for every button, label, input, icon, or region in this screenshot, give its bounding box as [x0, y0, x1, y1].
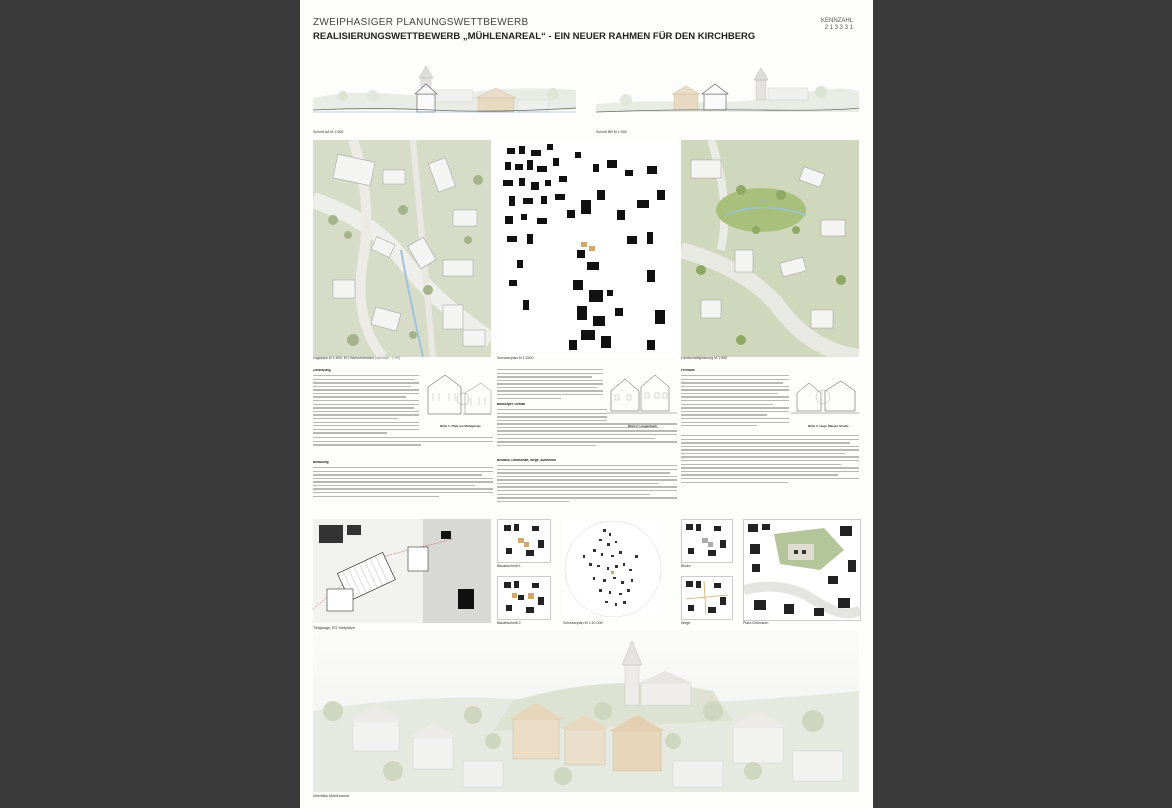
text-column-3-heading: Freiraum: [681, 369, 695, 372]
section-aa-drawing: [313, 60, 576, 125]
kennzahl-value: 2 1 3 3 3 1: [824, 25, 853, 31]
sketch-view-1: [423, 369, 493, 421]
text-column-1-heading: Zielsetzung: [313, 369, 331, 372]
text-column-2-body: [497, 369, 603, 401]
plaza-green-space-caption: Platz-Grünraum: [743, 621, 769, 625]
phase-1-diagram: [497, 519, 551, 563]
site-plan-caption: [313, 356, 400, 360]
poster-title-line2: REALISIERUNGSWETTBEWERB „MÜHLENAREAL“ - EIN NEUER RAHMEN FÜR DEN KIRCHBERG: [313, 31, 756, 42]
site-plan-title: Lageplan M 1:500, EG Wohneinheiten: [313, 356, 374, 360]
paths-caption: Wege: [681, 621, 691, 625]
poster-sheet: [300, 0, 873, 808]
landscape-plan-caption: Landschaftsplanung M 1:500: [681, 356, 728, 360]
text-column-3-body: [681, 375, 789, 429]
aerial-perspective-render: [313, 631, 859, 792]
site-plan-image: [313, 140, 491, 357]
text-column-1-body: [313, 375, 419, 436]
small-figure-ground-plan: [563, 519, 663, 619]
section-bb-caption: Schnitt BB M 1:500: [596, 130, 627, 134]
views-diagram: [681, 519, 733, 563]
poster-title-line1: ZWEIPHASIGER PLANUNGSWETTBEWERB: [313, 17, 529, 28]
kennzahl-label: KENNZAHL: [820, 18, 853, 24]
site-plan-note: (optional - 1:50): [374, 356, 401, 360]
sketch-view-2: [607, 369, 677, 421]
sketch-view-3-caption: Blick 3: Hugo Mäulen Straße: [808, 424, 849, 428]
sketch-view-3: [791, 369, 859, 421]
text-column-1-heading2: Bebauung: [313, 461, 329, 464]
phase-1-caption: Bauabschnitt 1: [497, 564, 521, 568]
section-aa-caption: Schnitt AA M 1:500: [313, 130, 344, 134]
parking-garage-caption: Tiefgarage, EG Stellplätze: [313, 626, 355, 630]
landscape-plan-image: [681, 140, 859, 357]
sketch-view-1-caption: Blick 1: Platz am Mühlgässle: [440, 424, 481, 428]
text-column-2-heading: Baukörper, Gestalt: [497, 403, 526, 406]
section-bb-drawing: [596, 60, 859, 125]
small-figure-ground-caption: Schwarzplan M 1:10.000: [563, 621, 603, 625]
text-column-1-body2: [313, 467, 493, 499]
views-caption: Blicke: [681, 564, 691, 568]
phase-2-diagram: [497, 576, 551, 620]
text-column-1-body-wide: [313, 437, 493, 448]
paths-diagram: [681, 576, 733, 620]
figure-ground-plan: [497, 140, 675, 357]
parking-garage-plan: [313, 519, 491, 623]
plaza-green-space-plan: [743, 519, 861, 621]
text-column-2-body3: [497, 465, 677, 504]
figure-ground-caption: Schwarzplan M 1:2500: [497, 356, 534, 360]
kennzahl-block: [821, 18, 853, 32]
phase-2-caption: Bauabschnitt 2: [497, 621, 521, 625]
text-column-3-body-wide: [681, 435, 859, 485]
sketch-view-2-caption: Blick 2: Langenbach: [628, 424, 658, 428]
aerial-perspective-caption: Überblick Mühlenareal: [313, 794, 349, 798]
text-column-2-heading2: Bestand, Landschaft, Wege, Außenhalt: [497, 459, 556, 462]
